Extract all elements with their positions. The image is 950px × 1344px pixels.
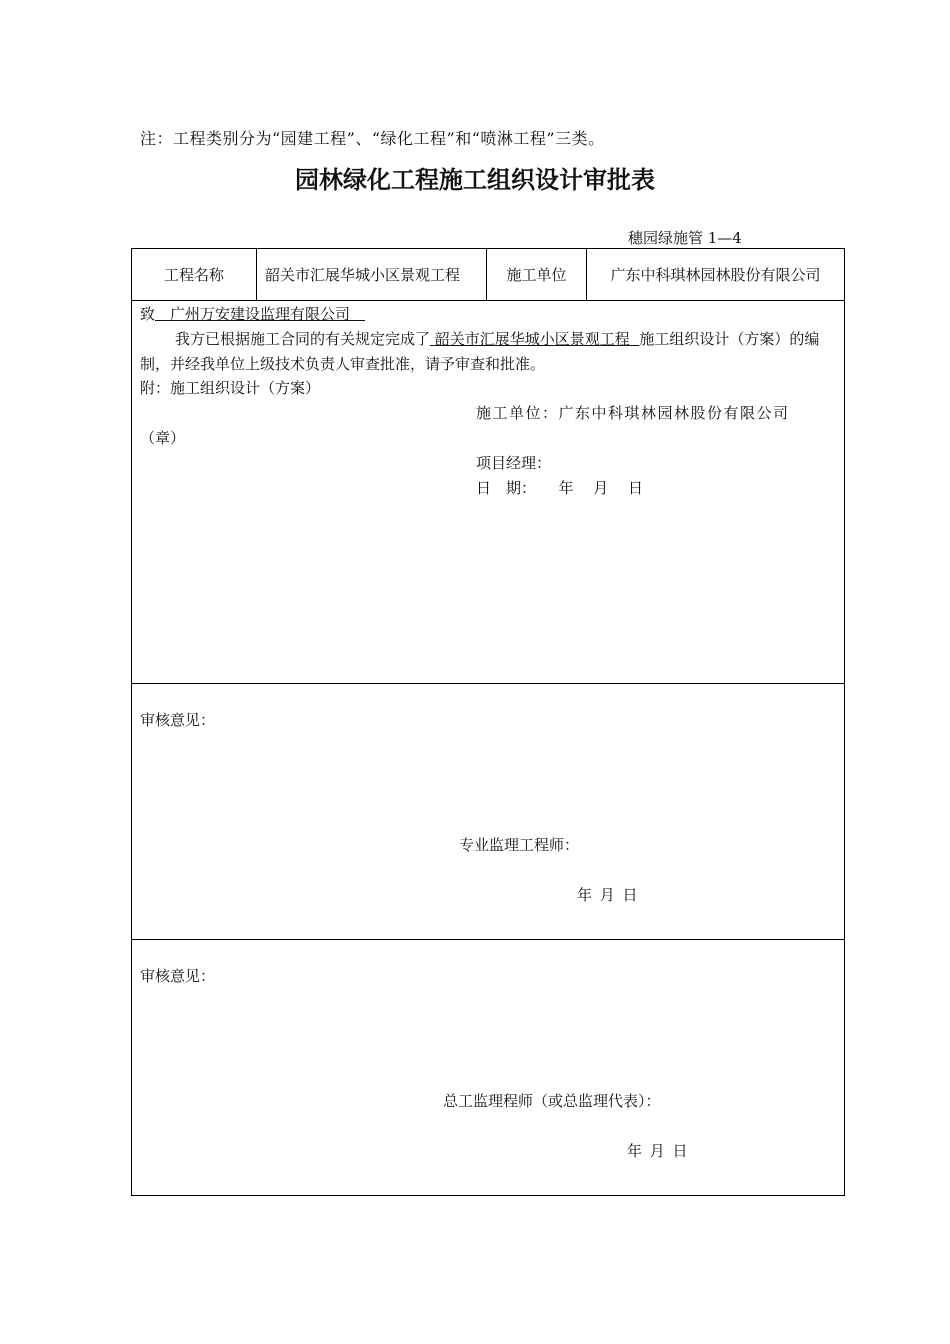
addressee-prefix: 致 <box>140 305 156 323</box>
submission-section <box>132 300 844 684</box>
project-name-value: 韶关市汇展华城小区景观工程 <box>257 249 487 300</box>
chief-review-label: 审核意见： <box>140 967 216 985</box>
project-name-label: 工程名称 <box>132 249 257 300</box>
chief-engineer: 总工监理程师（或总监理代表）： <box>443 1092 661 1110</box>
body-project-underline <box>430 330 639 348</box>
supervisor-date: 年 月 日 <box>577 886 640 904</box>
body-after: 施工组织设计（方案）的编制，并经我单位上级技术负责人审查批准，请予审查和批准。 <box>140 330 820 373</box>
project-manager: 项目经理： <box>476 454 552 472</box>
body-before: 我方已根据施工合同的有关规定完成了 <box>175 330 431 348</box>
form-title: 园林绿化工程施工组织设计审批表 <box>295 166 655 194</box>
form-code: 穗园绿施管 1—4 <box>628 229 742 247</box>
seal: （章） <box>140 429 186 447</box>
supervisor-review-label: 审核意见： <box>140 711 216 729</box>
approval-form-table <box>131 248 845 1196</box>
addressee-line <box>140 303 365 324</box>
contractor-value: 广东中科琪林园林股份有限公司 <box>610 266 821 284</box>
body-project: 韶关市汇展华城小区景观工程 <box>434 330 630 348</box>
submission-body <box>140 327 838 377</box>
chief-date: 年 月 日 <box>627 1142 690 1160</box>
chief-review-section <box>132 940 844 1195</box>
supervisor-engineer: 专业监理工程师： <box>459 836 580 854</box>
submission-date: 日 期： 年 月 日 <box>476 479 644 497</box>
addressee-underline <box>155 305 365 323</box>
contractor-signature: 施工单位：广东中科琪林园林股份有限公司 <box>476 404 790 422</box>
category-note: 注：工程类别分为“园建工程”、“绿化工程”和“喷淋工程”三类。 <box>140 129 605 148</box>
addressee-value: 广州万安建设监理有限公司 <box>170 305 351 323</box>
attachment: 附：施工组织设计（方案） <box>140 379 321 397</box>
supervisor-review-section <box>132 684 844 940</box>
header-row <box>132 249 844 301</box>
contractor-label: 施工单位 <box>487 249 587 300</box>
